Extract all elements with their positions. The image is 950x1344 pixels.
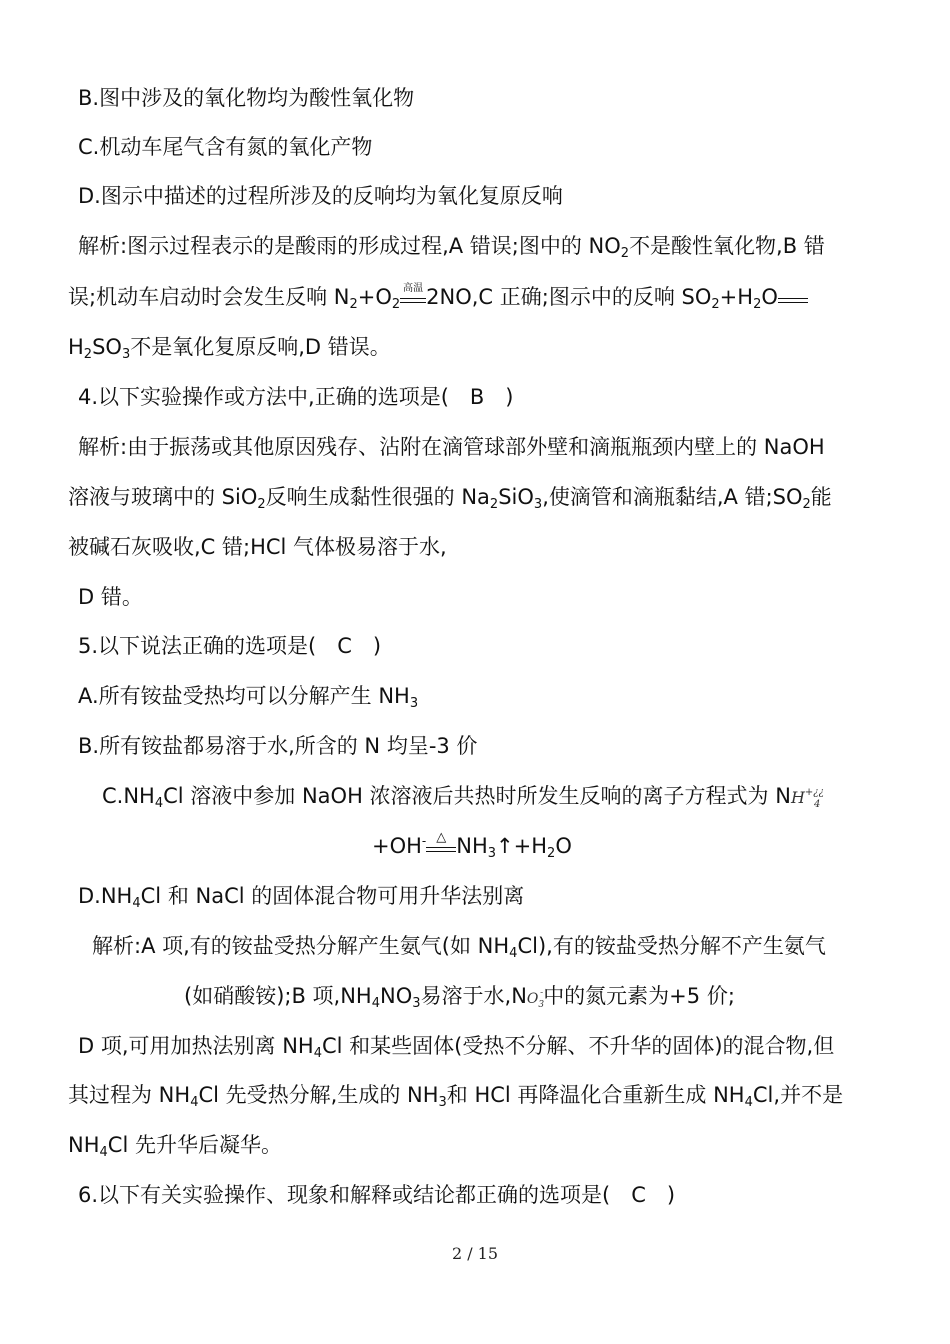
analysis-4-line-4: D 错。 bbox=[78, 585, 143, 609]
analysis-3-line-2: 误;机动车启动时会发生反响 $N_2+O_2$ 高温 2NO,C 正确;图示中的反响 $SO_2+H_2O$ bbox=[68, 283, 882, 311]
analysis-4-line-3: 被碱石灰吸收,C 错;HCl 气体极易溶于水, bbox=[68, 535, 447, 559]
analysis-5-line-4: 其过程为 $NH_4Cl$ 先受热分解,生成的 $NH_3$和 HCl 再降温化合重新生成 $NH_4Cl$,并不是 bbox=[68, 1083, 844, 1110]
option-d: D.图示中描述的过程所涉及的反响均为氧化复原反响 bbox=[78, 184, 563, 208]
page-number: 2 / 15 bbox=[451, 1244, 499, 1263]
question-5-option-b: B.所有铵盐都易溶于水,所含的 N 均呈-3 价 bbox=[78, 734, 478, 758]
analysis-5-line-2: (如硝酸铵);B 项$,NH_4NO_3$易溶于水$,NO_3^-$中的氮元素为+5 价; bbox=[184, 984, 735, 1011]
question-6: 6.以下有关实验操作、现象和解释或结论都正确的选项是( C ) bbox=[78, 1183, 676, 1207]
analysis-5-line-1: 解析:A 项,有的铵盐受热分解产生氨气(如 $NH_4Cl$),有的铵盐受热分解不产生氨气 bbox=[92, 934, 826, 961]
question-4: 4.以下实验操作或方法中,正确的选项是( B ) bbox=[78, 385, 514, 409]
analysis-5-line-3: D 项,可用加热法别离 $NH_4Cl$ 和某些固体(受热不分解、不升华的固体)的混合物,但 bbox=[78, 1034, 835, 1061]
heating-arrow: △ bbox=[426, 839, 456, 855]
analysis-4-line-1: 解析:由于振荡或其他原因残存、沾附在滴管球部外壁和滴瓶瓶颈内壁上的 NaOH bbox=[78, 435, 825, 459]
question-5-option-c-line-2: +OH- △ $NH_3↑+H_2O$ bbox=[372, 830, 572, 861]
analysis-3-line-1: 解析:图示过程表示的是酸雨的形成过程,A 错误;图中的 $NO_2$不是酸性氧化物,B 错 bbox=[78, 234, 825, 261]
question-5-option-a: A.所有铵盐受热均可以分解产生 $NH_3$ bbox=[78, 684, 419, 711]
reaction-arrow-high-temp: 高温 bbox=[400, 290, 426, 306]
option-c: C.机动车尾气含有氮的氧化产物 bbox=[78, 135, 373, 159]
analysis-3-line-3: $H_2SO_3$不是氧化复原反响,D 错误。 bbox=[68, 335, 391, 362]
analysis-4-line-2: 溶液与玻璃中的 SiO$_2$反响生成黏性很强的 $Na_2SiO_3$,使滴管和滴瓶黏结,A 错$;SO_2$能 bbox=[68, 485, 832, 512]
option-b: B.图中涉及的氧化物均为酸性氧化物 bbox=[78, 86, 415, 110]
question-5-option-d: $D.NH_4Cl$ 和 NaCl 的固体混合物可用升华法别离 bbox=[78, 884, 525, 911]
question-5-option-c-line-1: $C.NH_4Cl$ 溶液中参加 NaOH 浓溶液后共热时所发生反响的离子方程式为 $NH^{+¿¿}_4$ bbox=[102, 784, 824, 811]
reaction-equals-sign bbox=[778, 290, 808, 306]
question-5: 5.以下说法正确的选项是( C ) bbox=[78, 634, 382, 658]
analysis-5-line-5: $NH_4Cl$ 先升华后凝华。 bbox=[68, 1133, 282, 1160]
